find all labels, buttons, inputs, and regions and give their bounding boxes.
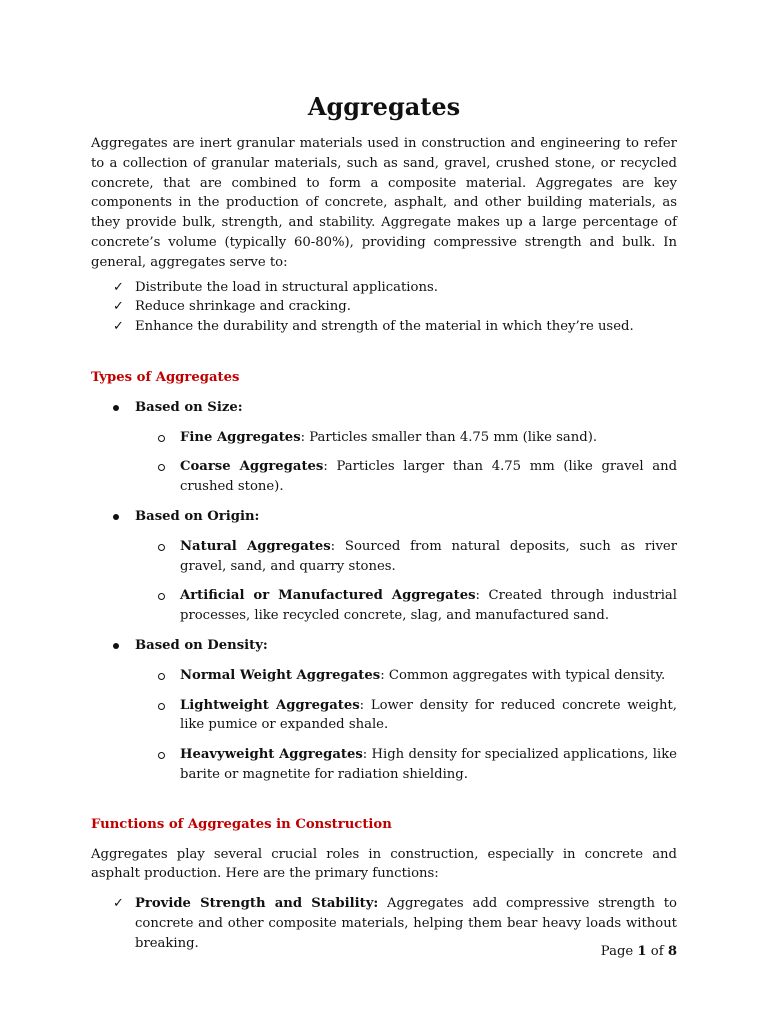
checkmark-icon: ✓: [113, 896, 124, 912]
checkmark-icon: ✓: [113, 319, 124, 335]
checkmark-icon: ✓: [113, 299, 124, 315]
circle-bullet-icon: [158, 544, 165, 551]
list-item: Natural Aggregates: Sourced from natural deposits, such as river gravel, sand, and quarry stones.: [91, 537, 677, 577]
group-density-heading: Based on Density:: [91, 636, 677, 656]
circle-bullet-icon: [158, 464, 165, 471]
circle-bullet-icon: [158, 593, 165, 600]
current-page-number: 1: [637, 944, 647, 959]
total-pages-number: 8: [667, 944, 677, 959]
list-item: Heavyweight Aggregates: High density for specialized applications, like barite or magnetite for radiation shielding.: [91, 745, 677, 785]
list-item: ✓ Reduce shrinkage and cracking.: [91, 297, 677, 317]
circle-bullet-icon: [158, 435, 165, 442]
checkmark-icon: ✓: [113, 279, 124, 295]
group-size-heading: Based on Size:: [91, 398, 677, 418]
list-item: Artificial or Manufactured Aggregates: Created through industrial processes, like recycled concrete, slag, and manufactured sand.: [91, 586, 677, 626]
bullet-icon: [113, 514, 119, 520]
document-page: [91, 92, 677, 954]
list-item: Fine Aggregates: Particles smaller than 4.75 mm (like sand).: [91, 428, 677, 448]
functions-heading: Functions of Aggregates in Construction: [91, 816, 392, 832]
group-origin-heading: Based on Origin:: [91, 507, 677, 527]
list-item: Normal Weight Aggregates: Common aggregates with typical density.: [91, 666, 677, 686]
serve-list: [91, 278, 677, 337]
bullet-icon: [113, 643, 119, 649]
functions-list: [91, 894, 677, 953]
functions-intro: Aggregates play several crucial roles in construction, especially in concrete and asphalt production. Here are the primary functions:: [91, 846, 677, 882]
list-item: Lightweight Aggregates: Lower density for reduced concrete weight, like pumice or expanded shale.: [91, 696, 677, 736]
list-item: ✓ Provide Strength and Stability: Aggregates add compressive strength to concrete and other composite materials, helping them bear heavy loads without breaking.: [113, 896, 677, 951]
types-heading: Types of Aggregates: [91, 369, 240, 385]
list-item: Coarse Aggregates: Particles larger than 4.75 mm (like gravel and crushed stone).: [91, 457, 677, 497]
circle-bullet-icon: [158, 673, 165, 680]
list-item: ✓ Enhance the durability and strength of the material in which they’re used.: [91, 317, 677, 337]
page-footer: Page 1 of 8: [600, 944, 677, 959]
intro-paragraph: Aggregates are inert granular materials used in construction and engineering to refer to a collection of granular materials, such as sand, gravel, crushed stone, or recycled concrete, that are combined to form a composite material. Aggregates are key components in the production of concrete, asphalt, and other building materials, as they provide bulk, strength, and stability. Aggregate makes up a large percentage of concrete’s volume (typically 60-80%), providing compressive strength and bulk. In general, aggregates serve to:: [91, 136, 677, 270]
page-title: Aggregates: [307, 92, 461, 121]
bullet-icon: [113, 405, 119, 411]
circle-bullet-icon: [158, 752, 165, 759]
circle-bullet-icon: [158, 703, 165, 710]
list-item: ✓ Distribute the load in structural applications.: [91, 278, 677, 298]
